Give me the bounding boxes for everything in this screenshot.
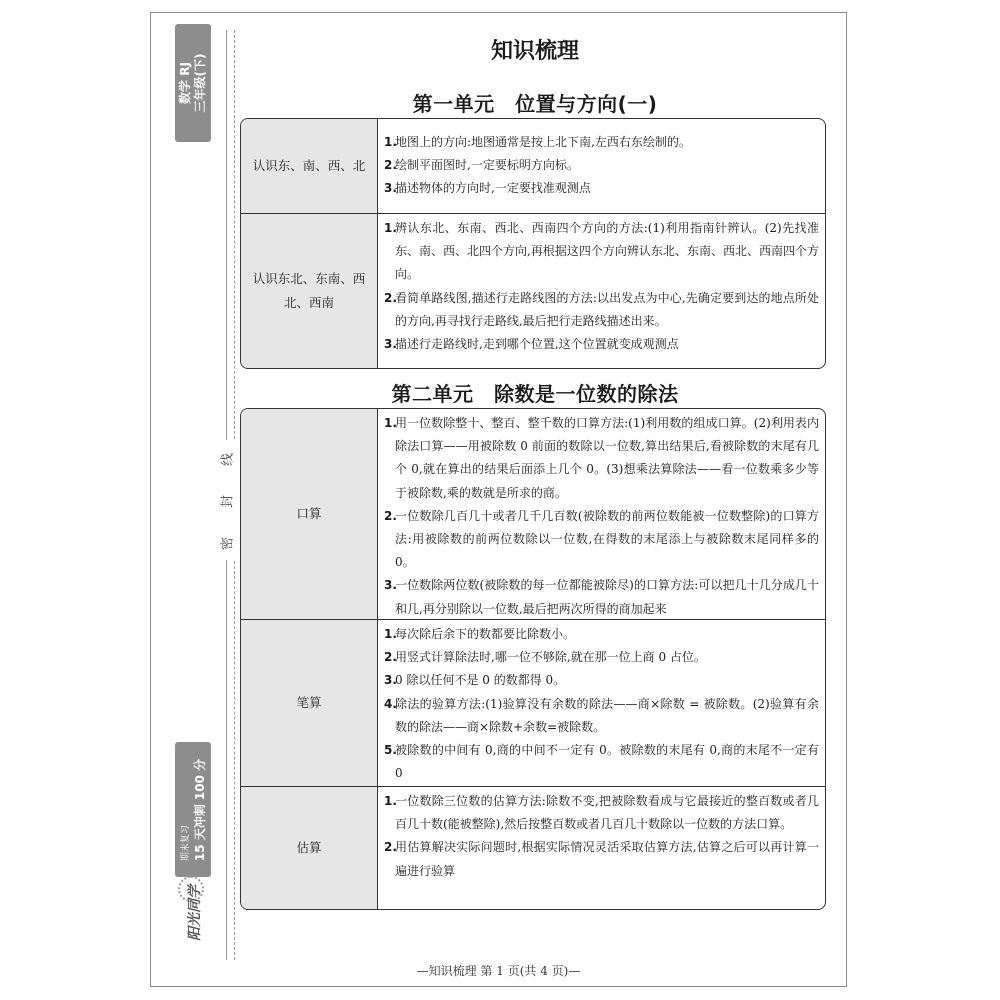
item-text: 地图上的方向:地图通常是按上北下南,左西右东绘制的。 <box>395 135 691 149</box>
subject-label: 数学 RJ <box>178 62 192 104</box>
content-cell <box>378 787 825 909</box>
list-item <box>384 287 819 333</box>
item-number: 1. <box>384 627 397 641</box>
unit-2-table <box>240 408 826 910</box>
list-item <box>384 177 819 200</box>
item-text: 用竖式计算除法时,哪一位不够除,就在那一位上商 0 占位。 <box>395 650 706 665</box>
item-text: 除法的验算方法:(1)验算没有余数的除法——商×除数 = 被除数。(2)验算有余数的除法——商×除数+余数=被除数。 <box>395 696 819 734</box>
unit-1-title: 第一单元 位置与方向(一) <box>412 92 658 116</box>
item-number: 2. <box>384 840 397 855</box>
list-item <box>384 693 819 739</box>
item-text: 0 除以任何不是 0 的数都得 0。 <box>395 673 566 688</box>
list-item <box>384 623 819 646</box>
list-item <box>384 669 819 692</box>
item-number: 1. <box>384 416 397 430</box>
list-item <box>384 739 819 785</box>
content-cell <box>378 214 825 368</box>
subject-grade-tab <box>175 24 211 142</box>
topic-cell: 口算 <box>241 409 378 619</box>
list-item <box>384 790 819 836</box>
grade-label: 三年级(下) <box>193 53 207 113</box>
topic-cell: 认识东、南、西、北 <box>241 119 378 213</box>
list-item <box>384 574 819 620</box>
review-small-label: 期末复习 <box>181 824 191 861</box>
seal-char-2: 封 <box>220 494 236 509</box>
table-row <box>241 119 825 213</box>
list-item <box>384 333 819 356</box>
list-item <box>384 131 819 154</box>
list-item <box>384 154 819 177</box>
table-row <box>241 619 825 786</box>
item-text: 一位数除两位数(被除数的每一位都能被除尽)的口算方法:可以把几十几分成几十和几,再分别除以一位数,最后把两次所得的商加起来 <box>395 578 819 616</box>
item-text: 看简单路线图,描述行走路线图的方法:以出发点为中心,先确定要到达的地点所处的方向,再寻找行走路线,最后把行走路线描述出来。 <box>395 290 819 328</box>
review-tab <box>175 742 211 877</box>
item-text: 描述行走路线时,走到哪个位置,这个位置就变成观测点 <box>395 337 679 352</box>
item-text: 辨认东北、东南、西北、西南四个方向的方法:(1)利用指南针辨认。(2)先找准东、南、西、北四个方向,再根据这四个方向辨认东北、东南、西北、西南四个方向。 <box>395 221 819 282</box>
item-text: 一位数除几百几十或者几千几百数(被除数的前两位数能被一位数整除)的口算方法:用被除数的前两位数除以一位数,在得数的末尾添上与被除数末尾同样多的 0。 <box>395 508 819 570</box>
page-footer: —知识梳理 第 1 页(共 4 页)— <box>416 964 581 978</box>
item-number: 3. <box>384 578 397 593</box>
item-number: 2. <box>384 158 397 173</box>
item-number: 2. <box>384 650 397 665</box>
item-text: 用估算解决实际问题时,根据实际情况灵活采取估算方法,估算之后可以再计算一遍进行验算 <box>395 840 819 878</box>
list-item <box>384 412 819 505</box>
item-number: 1. <box>384 221 397 235</box>
list-item <box>384 505 819 575</box>
item-text: 被除数的中间有 0,商的中间不一定有 0。被除数的末尾有 0,商的末尾不一定有 0 <box>395 743 819 781</box>
seal-char-3: 密 <box>220 536 236 551</box>
unit-1-table <box>240 118 826 369</box>
unit-2-title: 第二单元 除数是一位数的除法 <box>391 382 679 406</box>
topic-cell: 笔算 <box>241 620 378 786</box>
item-number: 5. <box>384 743 397 758</box>
list-item <box>384 217 819 287</box>
item-number: 3. <box>384 673 397 688</box>
page-title: 知识梳理 <box>490 39 579 64</box>
seal-line-label <box>212 440 240 560</box>
table-row <box>241 409 825 619</box>
item-number: 2. <box>384 508 397 523</box>
item-number: 1. <box>384 135 397 149</box>
item-number: 4. <box>384 696 397 711</box>
table-row <box>241 786 825 909</box>
item-number: 3. <box>384 181 397 196</box>
review-big-label: 15 天冲刺 100 分 <box>193 758 207 861</box>
item-text: 绘制平面图时,一定要标明方向标。 <box>395 158 579 173</box>
topic-cell: 认识东北、东南、西北、西南 <box>241 214 378 368</box>
item-text: 描述物体的方向时,一定要找准观测点 <box>395 181 591 196</box>
topic-cell: 估算 <box>241 787 378 909</box>
content-cell <box>378 119 825 213</box>
item-text: 用一位数除整十、整百、整千数的口算方法:(1)利用数的组成口算。(2)利用表内除法口算——用被除数 0 前面的数除以一位数,算出结果后,看被除数的末尾有几个 0,就在算出的结果后面添上几个 0。(3)想乘法算除法——看一位数乘多少等于被除数,乘的数就是所求的商。 <box>395 416 819 500</box>
list-item <box>384 646 819 669</box>
item-text: 每次除后余下的数都要比除数小。 <box>395 627 576 641</box>
item-text: 一位数除三位数的估算方法:除数不变,把被除数看成与它最接近的整百数或者几百几十数(能被整除),然后按整百数或者几百几十数除以一位数的方法口算。 <box>395 794 819 832</box>
content-cell <box>378 620 825 786</box>
item-number: 1. <box>384 794 397 808</box>
list-item <box>384 836 819 882</box>
table-row <box>241 213 825 368</box>
item-number: 2. <box>384 290 397 305</box>
brand-logo <box>172 868 216 958</box>
brand-logo-text: 阳光同学 <box>187 885 203 941</box>
seal-char-1: 线 <box>220 452 236 467</box>
content-cell <box>378 409 825 619</box>
item-number: 3. <box>384 337 397 352</box>
